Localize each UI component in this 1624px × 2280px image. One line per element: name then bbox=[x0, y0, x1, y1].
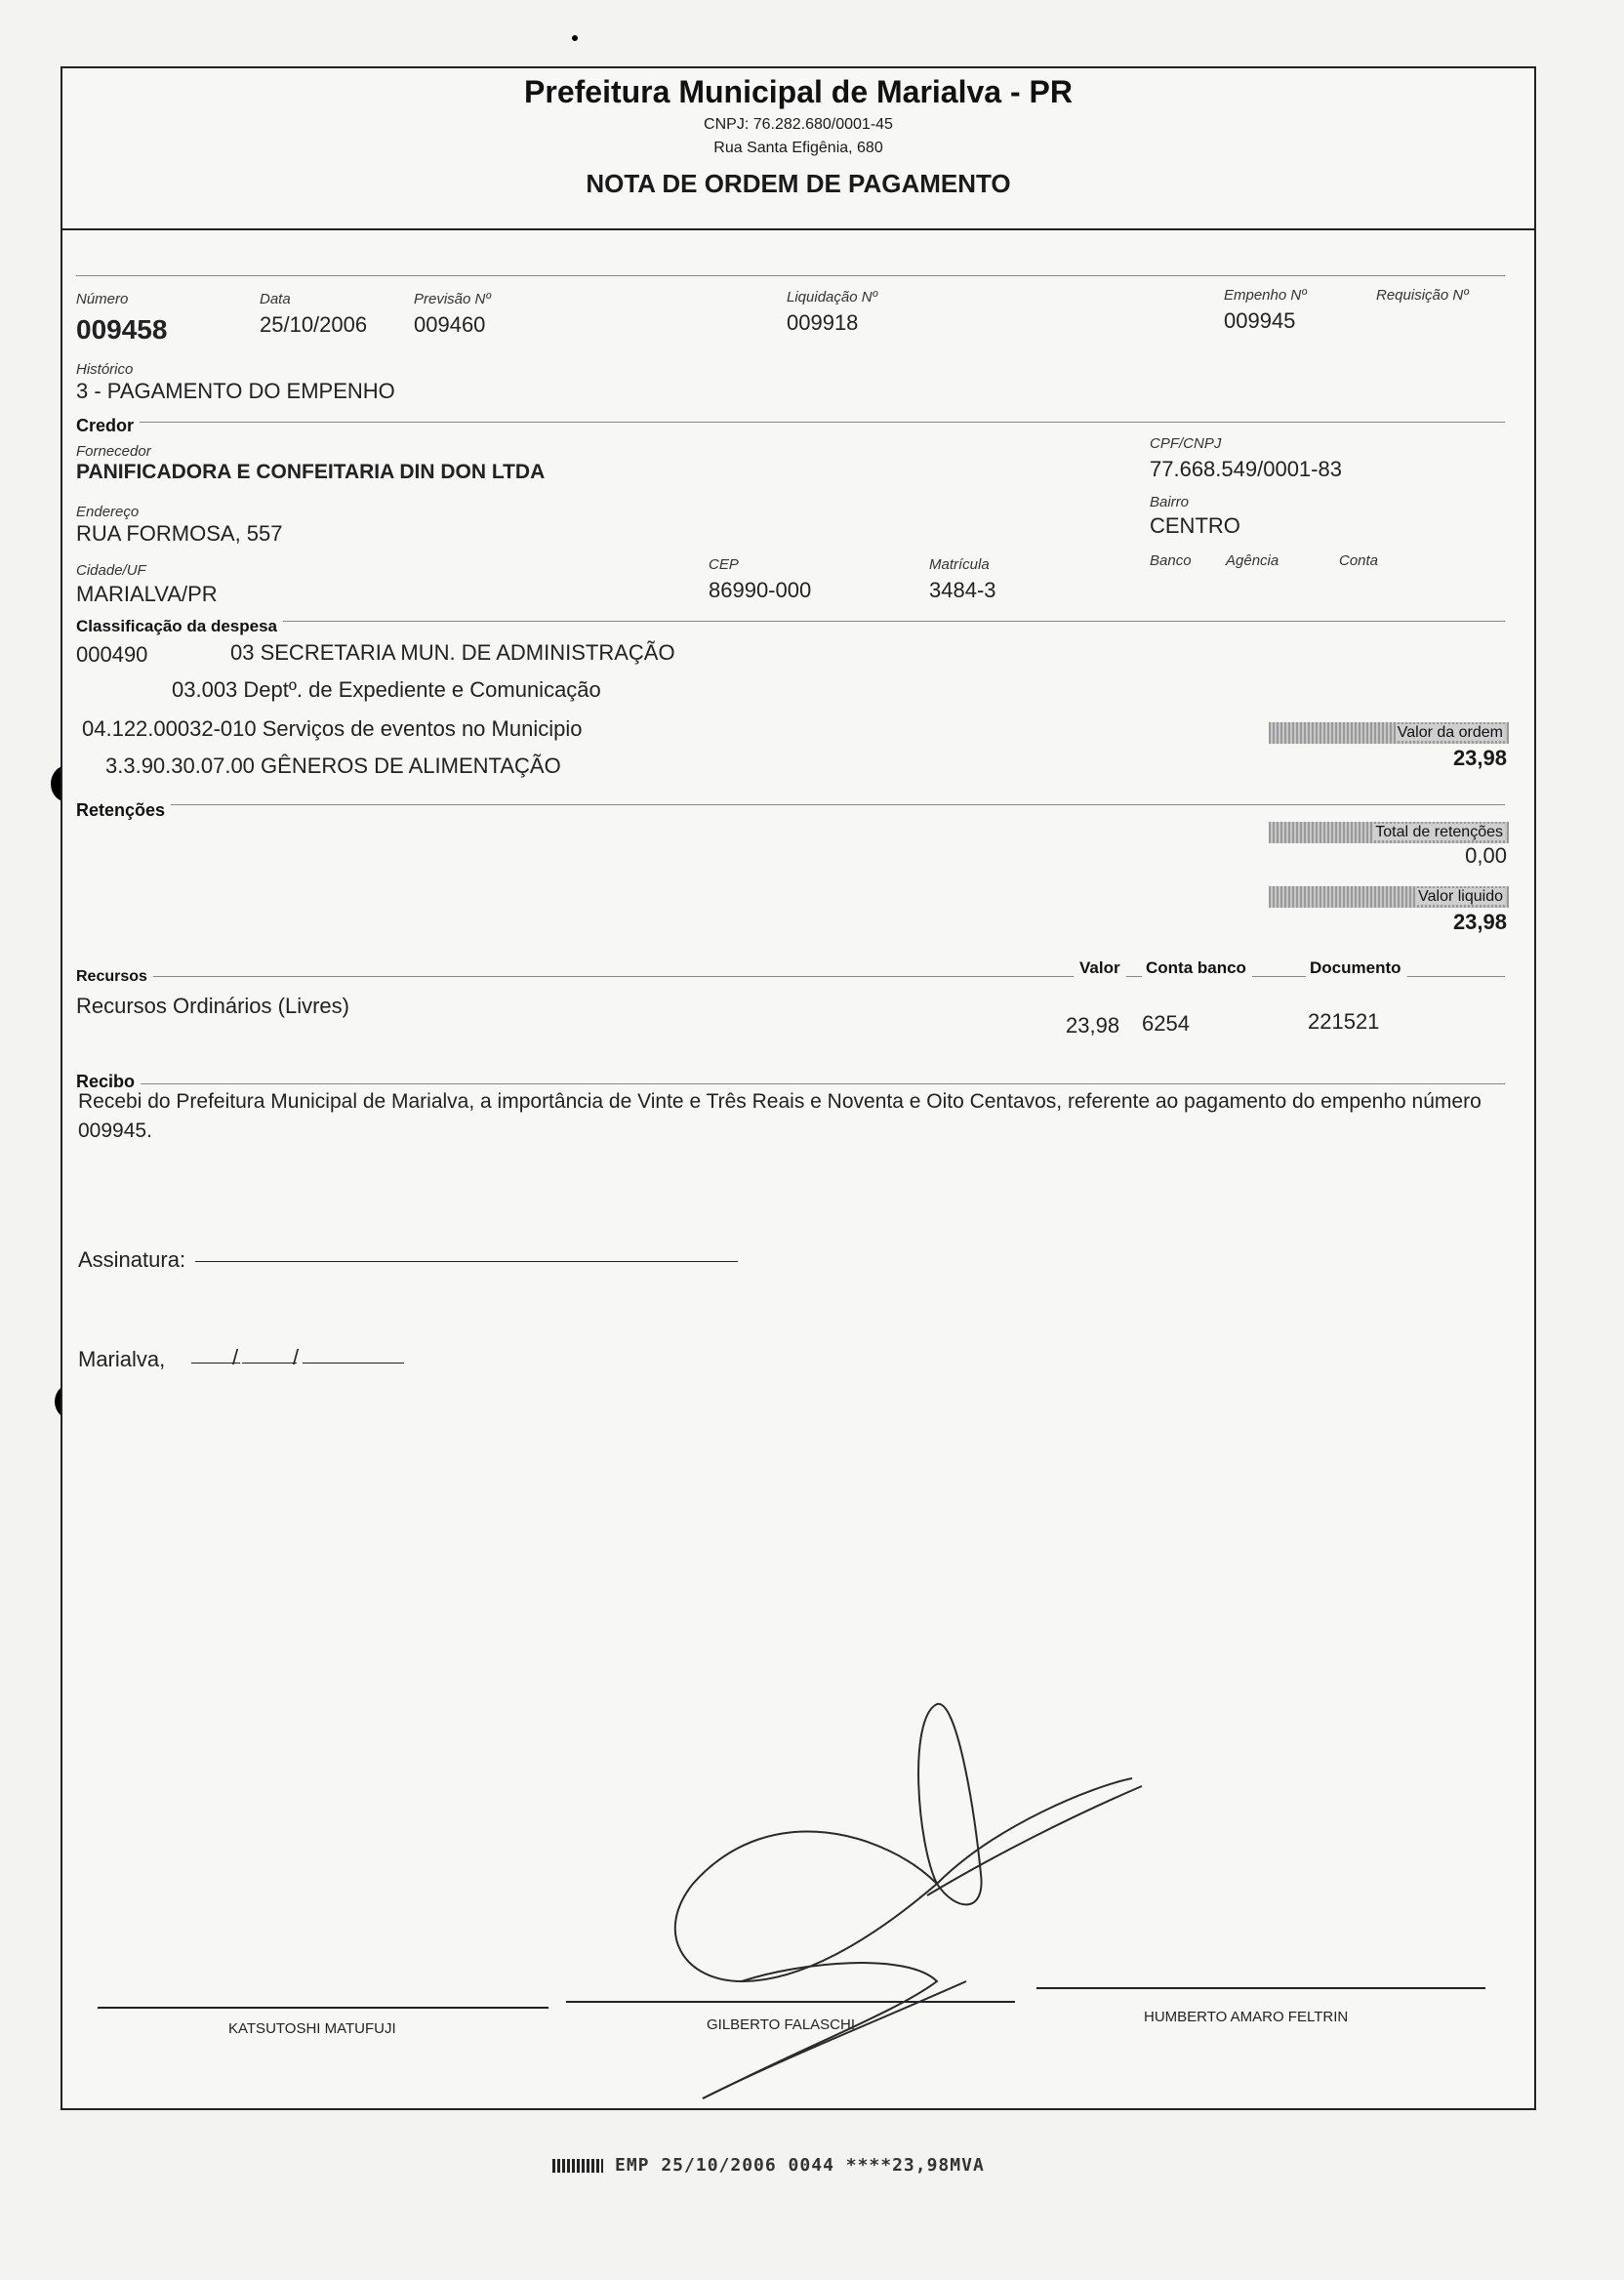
recibo-rule bbox=[76, 1083, 1505, 1084]
valor-liquido-value: 23,98 bbox=[1452, 910, 1507, 934]
valor-ordem-value: 23,98 bbox=[1452, 746, 1507, 770]
signatory-3: HUMBERTO AMARO FELTRIN bbox=[1144, 2009, 1349, 2025]
endereco-label: Endereço bbox=[76, 504, 140, 520]
recursos-rule bbox=[76, 976, 1505, 977]
footer-stamp-text: EMP 25/10/2006 0044 ****23,98MVA bbox=[615, 2155, 985, 2176]
cep-label: CEP bbox=[709, 556, 739, 573]
total-retencoes-value: 0,00 bbox=[1465, 843, 1507, 868]
signature-line-1 bbox=[98, 2007, 548, 2009]
date-blank-year bbox=[303, 1363, 404, 1364]
cidade-label: Cidade/UF bbox=[76, 562, 146, 579]
endereco-value: RUA FORMOSA, 557 bbox=[76, 521, 283, 546]
fornecedor-value: PANIFICADORA E CONFEITARIA DIN DON LTDA bbox=[76, 461, 546, 483]
recursos-section-title: Recursos bbox=[76, 968, 153, 986]
recursos-valor-header: Valor bbox=[1074, 958, 1126, 978]
valor-ordem-label: Valor da ordem bbox=[1397, 724, 1503, 741]
header bbox=[61, 74, 1536, 199]
classificacao-orgao: 03 SECRETARIA MUN. DE ADMINISTRAÇÃO bbox=[230, 640, 675, 665]
cep-value: 86990-000 bbox=[709, 578, 812, 602]
recursos-documento-header: Documento bbox=[1306, 958, 1407, 978]
header-divider bbox=[61, 228, 1536, 230]
empenho-value: 009945 bbox=[1224, 308, 1296, 333]
retencoes-rule bbox=[76, 804, 1505, 805]
valor-liquido-bar bbox=[1269, 886, 1509, 908]
liquidacao-value: 009918 bbox=[787, 310, 859, 335]
cidade-value: MARIALVA/PR bbox=[76, 582, 218, 606]
footer-stamp bbox=[552, 2155, 985, 2176]
document-title: NOTA DE ORDEM DE PAGAMENTO bbox=[586, 169, 1011, 198]
banco-label: Banco bbox=[1150, 552, 1192, 569]
cnpj-line: CNPJ: 76.282.680/0001-45 bbox=[704, 116, 893, 133]
valor-ordem-bar bbox=[1269, 722, 1509, 744]
cpf-cnpj-value: 77.668.549/0001-83 bbox=[1150, 457, 1342, 481]
matricula-label: Matrícula bbox=[929, 556, 990, 573]
date-blank-month bbox=[242, 1363, 297, 1364]
recursos-conta: 6254 bbox=[1142, 1011, 1190, 1036]
previsao-label: Previsão Nº bbox=[414, 291, 491, 307]
requisicao-label: Requisição Nº bbox=[1376, 287, 1469, 304]
assinatura-label: Assinatura: bbox=[78, 1247, 186, 1272]
local-label: Marialva, bbox=[78, 1347, 166, 1371]
barcode-glyph bbox=[552, 2159, 603, 2173]
recursos-documento: 221521 bbox=[1308, 1009, 1380, 1034]
recursos-conta-header: Conta banco bbox=[1142, 958, 1252, 978]
classificacao-funcional: 04.122.00032-010 Serviços de eventos no Municipio bbox=[82, 716, 583, 741]
id-row-divider bbox=[76, 275, 1505, 276]
classificacao-rule bbox=[76, 621, 1505, 622]
credor-rule bbox=[76, 422, 1505, 423]
agencia-label: Agência bbox=[1226, 552, 1279, 569]
historico-value: 3 - PAGAMENTO DO EMPENHO bbox=[76, 379, 395, 403]
liquidacao-label: Liquidação Nº bbox=[787, 289, 878, 305]
recibo-text: Recebi do Prefeitura Municipal de Marialva, a importância de Vinte e Três Reais e Noventa e Oito Centavos, referente ao pagamento do empenho número 009945. bbox=[78, 1090, 1482, 1142]
assinatura-line bbox=[195, 1261, 738, 1262]
numero-value: 009458 bbox=[76, 314, 168, 345]
date-slash-2: / bbox=[293, 1345, 300, 1369]
recibo-section-title: Recibo bbox=[76, 1072, 141, 1092]
data-label: Data bbox=[260, 291, 291, 307]
address-line: Rua Santa Efigênia, 680 bbox=[713, 140, 883, 156]
handwritten-signature bbox=[644, 1689, 1152, 2108]
historico-label: Histórico bbox=[76, 361, 134, 378]
credor-section-title: Credor bbox=[76, 416, 140, 436]
matricula-value: 3484-3 bbox=[929, 578, 996, 602]
page-title: Prefeitura Municipal de Marialva - PR bbox=[524, 74, 1073, 109]
total-retencoes-label: Total de retenções bbox=[1375, 824, 1503, 840]
retencoes-section-title: Retenções bbox=[76, 800, 171, 821]
recursos-descricao: Recursos Ordinários (Livres) bbox=[76, 994, 349, 1018]
total-retencoes-bar bbox=[1269, 822, 1509, 843]
recursos-valor: 23,98 bbox=[1066, 1013, 1120, 1038]
signatory-2: GILBERTO FALASCHI bbox=[707, 2016, 855, 2033]
fornecedor-label: Fornecedor bbox=[76, 443, 151, 460]
numero-label: Número bbox=[76, 291, 129, 307]
classificacao-code: 000490 bbox=[76, 642, 148, 667]
classificacao-section-title: Classificação da despesa bbox=[76, 617, 283, 636]
bairro-value: CENTRO bbox=[1150, 513, 1240, 538]
scan-speck bbox=[572, 35, 578, 41]
previsao-value: 009460 bbox=[414, 312, 486, 337]
date-slash-1: / bbox=[232, 1345, 239, 1369]
classificacao-natureza: 3.3.90.30.07.00 GÊNEROS DE ALIMENTAÇÃO bbox=[105, 753, 561, 778]
empenho-label: Empenho Nº bbox=[1224, 287, 1307, 304]
valor-liquido-label: Valor liquido bbox=[1418, 888, 1503, 905]
bairro-label: Bairro bbox=[1150, 494, 1190, 510]
signatory-1: KATSUTOSHI MATUFUJI bbox=[228, 2020, 396, 2037]
classificacao-unidade: 03.003 Deptº. de Expediente e Comunicação bbox=[172, 677, 601, 702]
cpf-cnpj-label: CPF/CNPJ bbox=[1150, 435, 1222, 452]
data-value: 25/10/2006 bbox=[260, 312, 368, 337]
conta-label: Conta bbox=[1339, 552, 1379, 569]
